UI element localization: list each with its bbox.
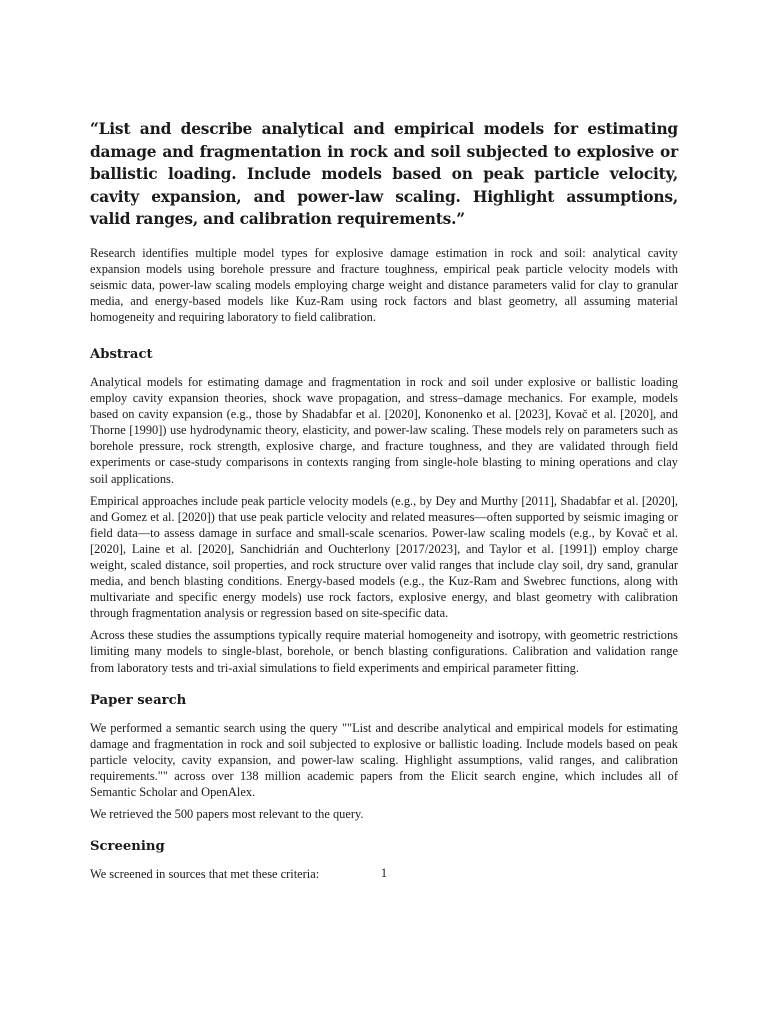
page-number: 1 xyxy=(380,866,388,880)
summary-paragraph: Research identifies multiple model types for explosive damage estimation in rock and soil: analytical cavity expansion models using borehole pressure and fracture toughness, empirical peak particle velocity models with seismic data, power-law scaling models employing charge weight and distance parameters valid for clay to granular media, and energy-based models like Kuz-Ram using rock factors and blast geometry, all assuming material homogeneity and requiring laboratory to field calibration. xyxy=(90,245,678,324)
paper-page xyxy=(90,118,678,898)
paper-title: “List and describe analytical and empirical models for estimating damage and fragmentation in rock and soil subjected to explosive or ballistic loading. Include models based on peak particle velocity, cavity expansion, and power-law scaling. Highlight assumptions, valid ranges, and calibration requirements.” xyxy=(90,120,678,228)
paper-search-paragraph-2: We retrieved the 500 papers most relevant to the query. xyxy=(90,807,364,822)
abstract-heading: Abstract xyxy=(90,346,153,362)
screening-heading: Screening xyxy=(90,839,165,855)
abstract-paragraph-2: Empirical approaches include peak particle velocity models (e.g., by Dey and Murthy [2011], Shadabfar et al. [2020], and Gomez et al. [2020]) that use peak particle velocity and related measures—often supported by seismic imaging or field data—to assess damage in surface and small-scale scenarios. Power-law scaling models (e.g., by Kovač et al. [2020], Laine et al. [2020], Sanchidrián and Ouchterlony [2017/2023], and Taylor et al. [1991]) employ charge weight, scaled distance, soil properties, and rock structure over valid ranges that include clay soil, dry sand, granular media, and bench blasting conditions. Energy-based models (e.g., the Kuz-Ram and Swebrec functions, along with multivariate and specific energy models) use rock factors, explosive energy, and blast geometry with calibration through fragmentation analysis or regression based on site-specific data. xyxy=(90,493,678,621)
abstract-paragraph-1: Analytical models for estimating damage and fragmentation in rock and soil under explosive or ballistic loading employ cavity expansion theories, shock wave propagation, and stress–damage mechanics. For example, models based on cavity expansion (e.g., those by Shadabfar et al. [2020], Kononenko et al. [2023], Kovač et al. [2020], and Thorne [1990]) use hydrodynamic theory, elasticity, and power-law scaling. These models rely on parameters such as borehole pressure, rock strength, explosive charge, and fracture toughness, and they are validated through field experiments or case-study comparisons in contexts ranging from single-hole blasting to mining operations and clay soil applications. xyxy=(90,374,678,486)
abstract-paragraph-3: Across these studies the assumptions typically require material homogeneity and isotropy, with geometric restrictions limiting many models to single-blast, borehole, or bench blasting configurations. Calibration and validation range from laboratory tests and tri-axial simulations to field experiments and empirical parameter fitting. xyxy=(90,628,678,675)
screening-paragraph-1: We screened in sources that met these criteria: xyxy=(90,867,320,882)
abstract-section xyxy=(90,346,678,676)
paper-search-heading: Paper search xyxy=(90,692,187,708)
paper-search-section xyxy=(90,692,678,823)
paper-search-paragraph-1: We performed a semantic search using the query ""List and describe analytical and empirical models for estimating damage and fragmentation in rock and soil subjected to explosive or ballistic loading. Include models based on peak particle velocity, cavity expansion, and power-law scaling. Highlight assumptions, valid ranges, and calibration requirements."" across over 138 million academic papers from the Elicit search engine, which includes all of Semantic Scholar and OpenAlex. xyxy=(90,720,678,800)
